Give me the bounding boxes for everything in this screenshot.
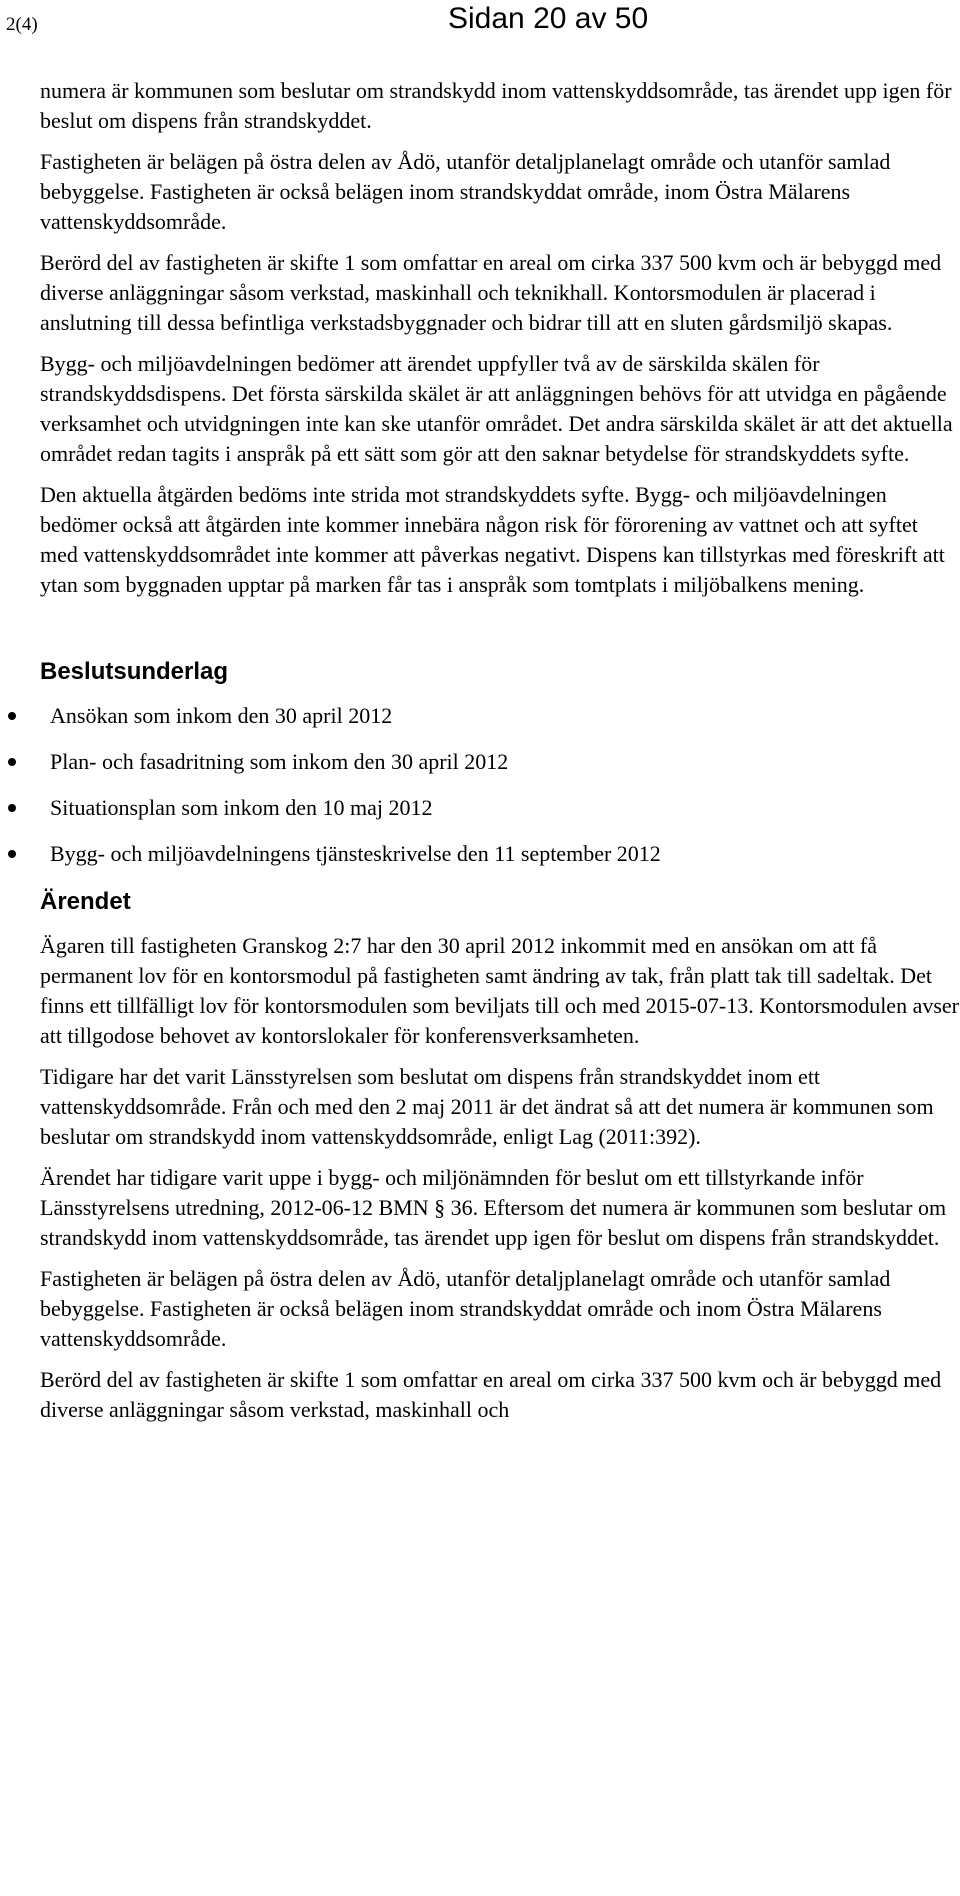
- bullet-icon: [8, 758, 16, 766]
- section-spacer: [40, 611, 960, 657]
- list-item-text: Plan- och fasadritning som inkom den 30 april 2012: [50, 749, 509, 774]
- bullet-icon: [8, 712, 16, 720]
- list-item-text: Ansökan som inkom den 30 april 2012: [50, 703, 393, 728]
- list-item: [40, 701, 960, 731]
- section-heading: Beslutsunderlag: [40, 658, 229, 685]
- page-counter: Sidan 20 av 50: [448, 2, 649, 35]
- bullet-icon: [8, 850, 16, 858]
- list-item-text: Bygg- och miljöavdelningens tjänsteskrivelse den 11 september 2012: [50, 841, 661, 866]
- intro-section: [40, 76, 960, 600]
- paragraph: numera är kommunen som beslutar om strandskydd inom vattenskyddsområde, tas ärendet upp igen för beslut om dispens från strandskyddet.: [40, 78, 952, 133]
- paragraph: Fastigheten är belägen på östra delen av Ådö, utanför detaljplanelagt område och utanför samlad bebyggelse. Fastigheten är också belägen inom strandskyddat område och inom Östra Mälarens vattenskyddsområde.: [40, 1266, 891, 1351]
- list-item: [40, 793, 960, 823]
- paragraph: Ärendet har tidigare varit uppe i bygg- och miljönämnden för beslut om ett tillstyrkande inför Länsstyrelsens utredning, 2012-06-12 BMN § 36. Eftersom det numera är kommunen som beslutar om strandskydd inom vattenskyddsområde, tas ärendet upp igen för beslut om dispens från strandskyddet.: [40, 1165, 947, 1250]
- paragraph: Berörd del av fastigheten är skifte 1 som omfattar en areal om cirka 337 500 kvm och är bebyggd med diverse anläggningar såsom verkstad, maskinhall och teknikhall. Kontorsmodulen är placerad i anslutning till dessa befintliga verkstadsbyggnader och bidrar till att en sluten gårdsmiljö skapas.: [40, 250, 942, 335]
- paragraph: Bygg- och miljöavdelningen bedömer att ärendet uppfyller två av de särskilda skälen för strandskyddsdispens. Det första särskilda skälet är att anläggningen behövs för att utvidga en pågående verksamhet och utvidgningen inte kan ske utanför området. Det andra särskilda skälet är att det aktuella området redan tagits i anspråk på ett sätt som gör att den saknar betydelse för strandskyddets syfte.: [40, 351, 953, 466]
- paragraph: Tidigare har det varit Länsstyrelsen som beslutat om dispens från strandskyddet inom ett vattenskyddsområde. Från och med den 2 maj 2011 är det ändrat så att det numera är kommunen som beslutar om strandskydd inom vattenskyddsområde, enligt Lag (2011:392).: [40, 1064, 934, 1149]
- page-header: [0, 0, 960, 50]
- arendet-section: [40, 887, 960, 1425]
- document-list: [40, 701, 960, 869]
- document-body: [40, 76, 960, 1436]
- paragraph: Fastigheten är belägen på östra delen av Ådö, utanför detaljplanelagt område och utanför samlad bebyggelse. Fastigheten är också belägen inom strandskyddat område, inom Östra Mälarens vattenskyddsområde.: [40, 149, 891, 234]
- beslutsunderlag-section: [40, 657, 960, 869]
- bullet-icon: [8, 804, 16, 812]
- section-heading: Ärendet: [40, 888, 131, 915]
- paragraph: Ägaren till fastigheten Granskog 2:7 har den 30 april 2012 inkommit med en ansökan om att få permanent lov för en kontorsmodul på fastigheten samt ändring av tak, från platt tak till sadeltak. Det finns ett tillfälligt lov för kontorsmodulen som beviljats till och med 2015-07-13. Kontorsmodulen avser att tillgodose behovet av kontorslokaler för konferensverksamheten.: [40, 933, 959, 1048]
- paragraph: Berörd del av fastigheten är skifte 1 som omfattar en areal om cirka 337 500 kvm och är bebyggd med diverse anläggningar såsom verkstad, maskinhall och: [40, 1367, 942, 1422]
- list-item-text: Situationsplan som inkom den 10 maj 2012: [50, 795, 433, 820]
- page-number: 2(4): [6, 14, 38, 35]
- paragraph: Den aktuella åtgärden bedöms inte strida mot strandskyddets syfte. Bygg- och miljöavdelningen bedömer också att åtgärden inte kommer innebära någon risk för förorening av vattnet och att syftet med vattenskyddsområdet inte kommer att påverkas negativt. Dispens kan tillstyrkas med föreskrift att ytan som byggnaden upptar på marken får tas i anspråk som tomtplats i miljöbalkens mening.: [40, 482, 945, 597]
- list-item: [40, 839, 960, 869]
- list-item: [40, 747, 960, 777]
